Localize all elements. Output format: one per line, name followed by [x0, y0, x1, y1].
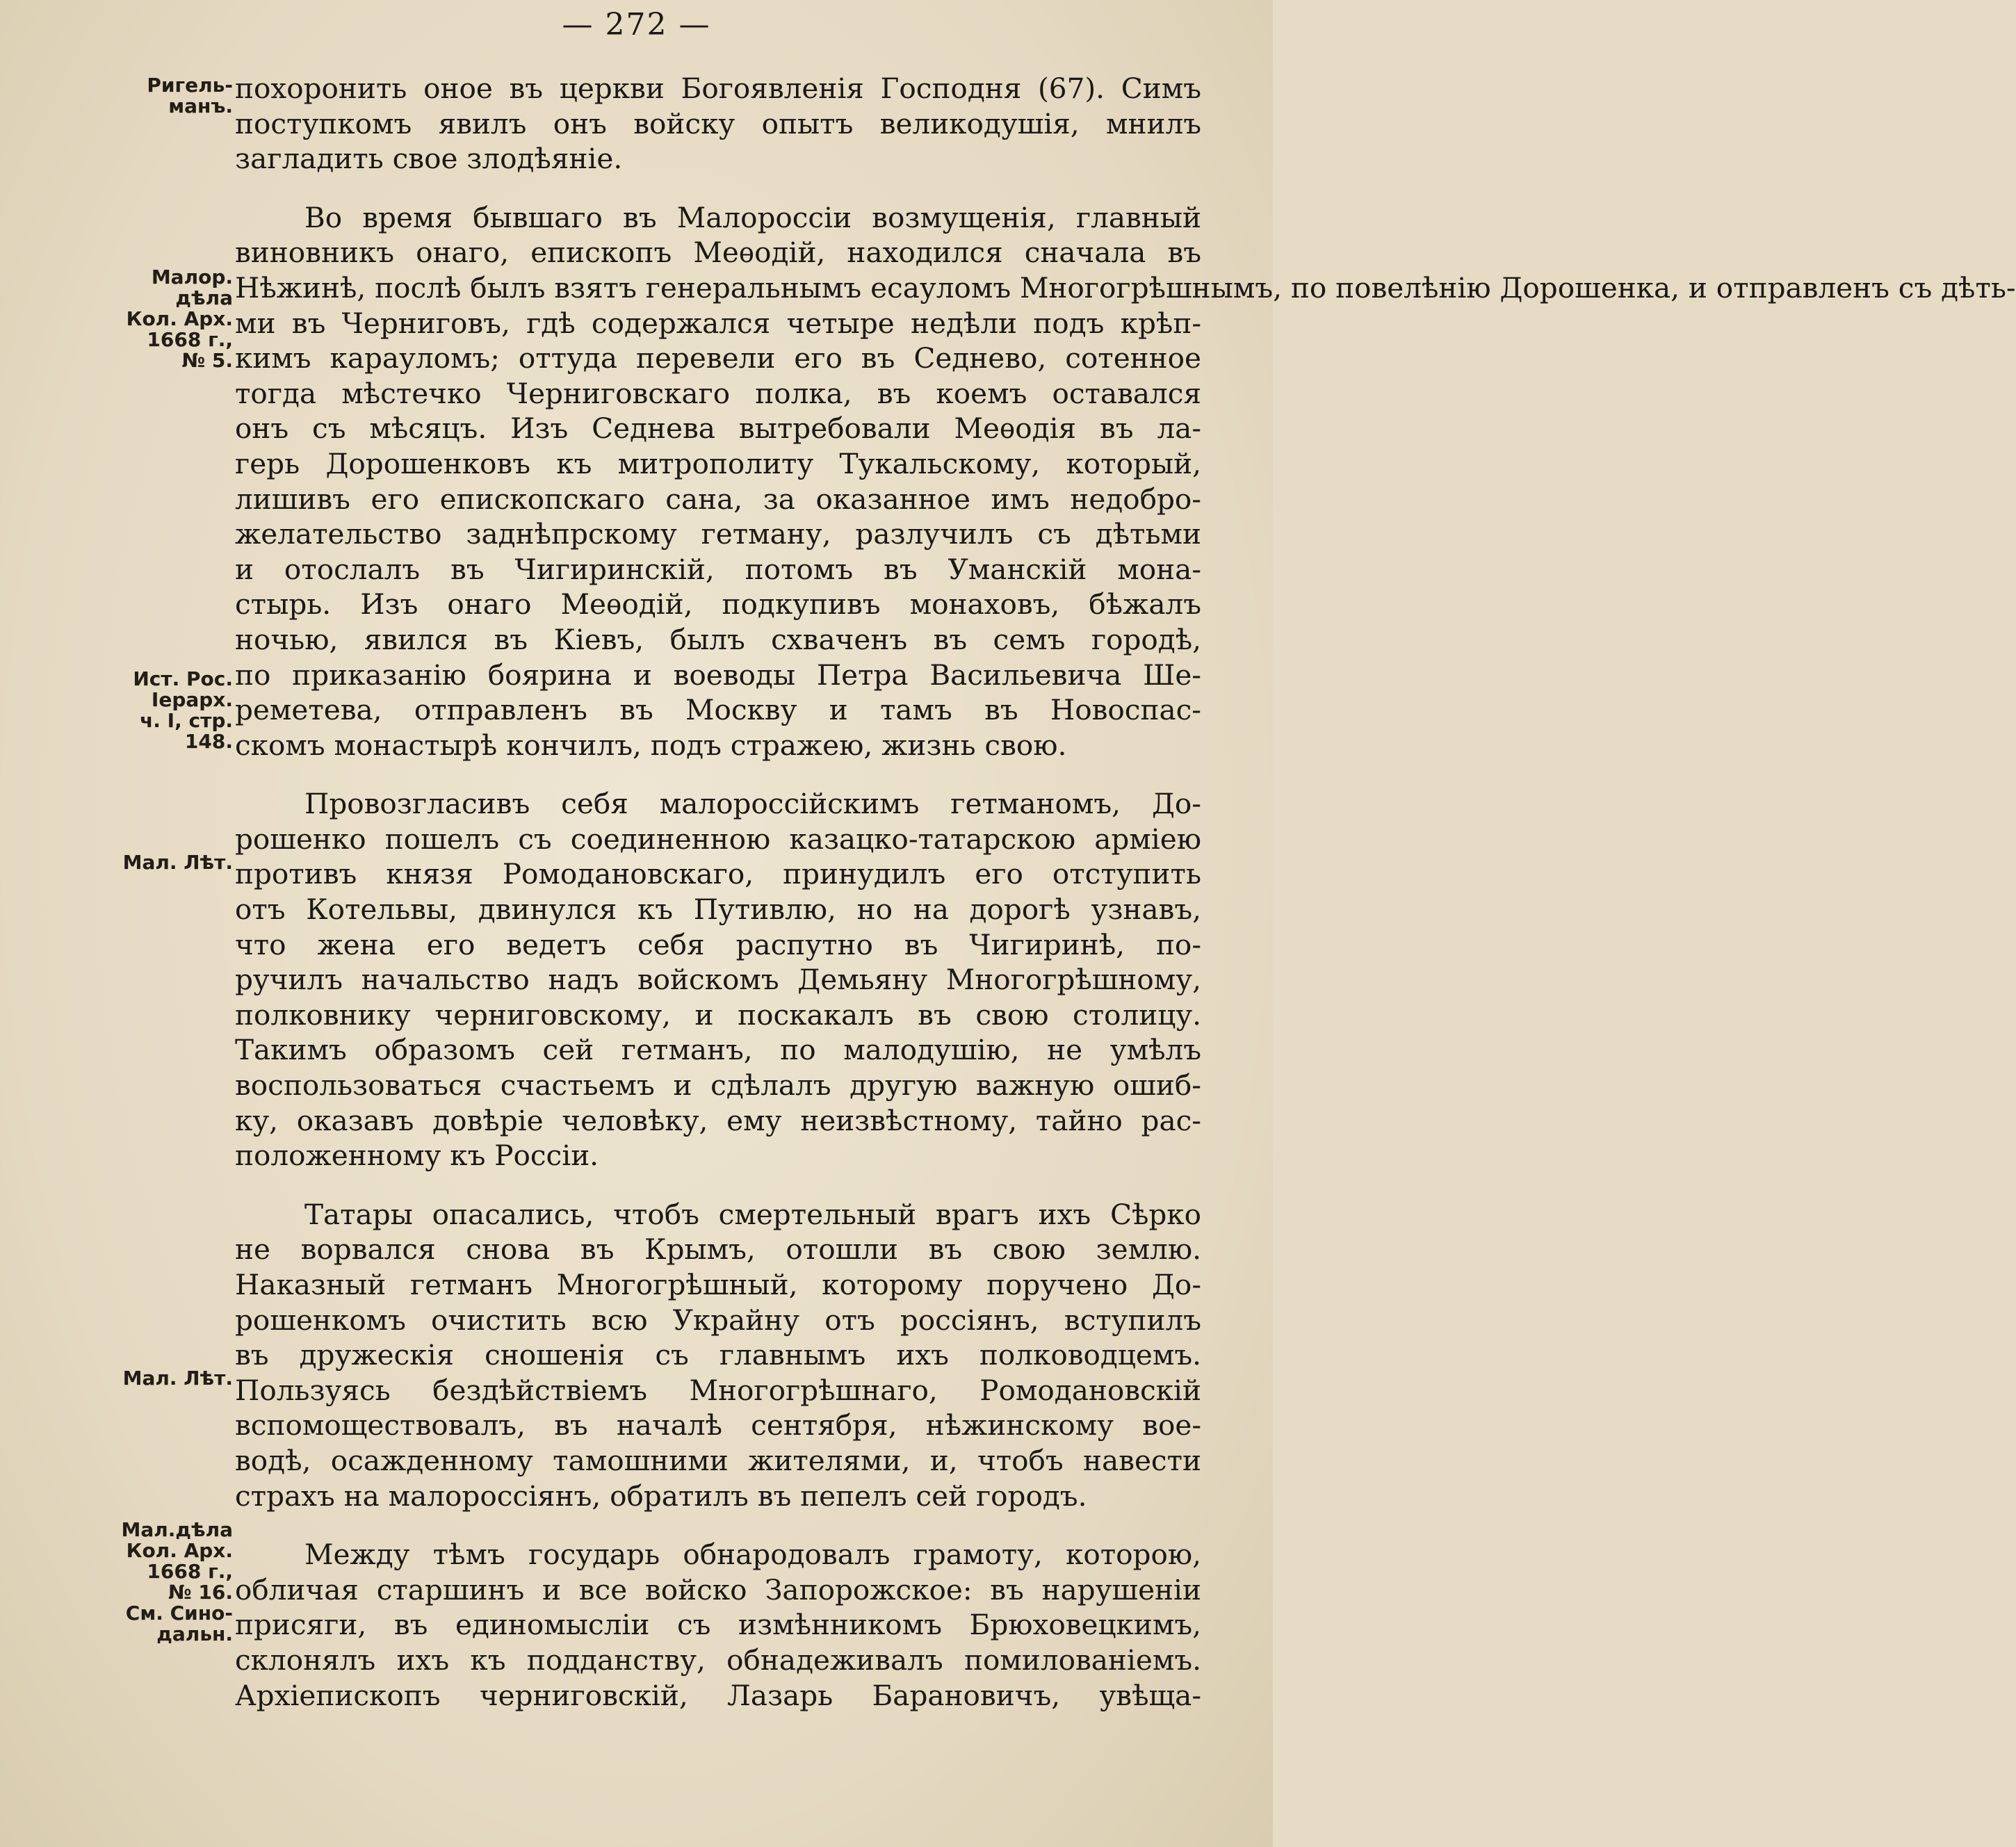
paragraph-gap [235, 1513, 1201, 1537]
margin-note-line: Мал. Лѣт. [122, 1367, 233, 1390]
text-line: загладить свое злодѣяніе. [235, 142, 623, 176]
margin-note-line: 1668 г., [147, 1560, 233, 1583]
margin-note-line: Малор. [151, 266, 233, 288]
text-line: лишивъ его епископскаго сана, за оказанное имъ недобро- [235, 482, 1201, 516]
text-line: Такимъ образомъ сей гетманъ, по малодушію, не умѣлъ [235, 1033, 1201, 1067]
text-line: скомъ монастырѣ кончилъ, подъ стражею, жизнь свою. [235, 728, 1067, 762]
margin-note-line: дѣла [175, 286, 233, 309]
margin-note-line: Кол. Арх. [126, 1539, 233, 1562]
paragraph [235, 71, 1201, 177]
text-line: водѣ, осажденному тамошними жителями, и, чтобъ навести [235, 1443, 1201, 1477]
margin-note-mal-let-2 [97, 1368, 233, 1389]
text-line: похоронить оное въ церкви Богоявленія Господня (67). Симъ [235, 72, 1201, 105]
text-line: по приказанію боярина и воеводы Петра Васильевича Ше- [235, 658, 1201, 692]
text-line: страхъ на малороссіянъ, обратилъ въ пепелъ сей городъ. [235, 1479, 1087, 1513]
paragraph-gap [235, 763, 1201, 786]
page-number: — 272 — [562, 7, 711, 42]
text-line: желательство заднѣпрскому гетману, разлучилъ съ дѣтьми [235, 517, 1201, 551]
paragraph-gap [235, 177, 1201, 200]
text-line: противъ князя Ромодановскаго, принудилъ его отступить [235, 857, 1201, 891]
text-line: ручилъ начальство надъ войскомъ Демьяну Многогрѣшному, [235, 963, 1201, 997]
margin-note-line: дальн. [156, 1622, 233, 1645]
margin-note-line: 148. [184, 730, 233, 753]
margin-note-line: Іерарх. [151, 688, 233, 711]
text-line: и отослалъ въ Чигиринскій, потомъ въ Уманскій мона- [235, 552, 1201, 586]
text-line: рошенко пошелъ съ соединенною казацко-татарскою арміею [235, 822, 1201, 856]
paragraph [235, 1537, 1201, 1713]
paragraph [235, 1197, 1201, 1513]
text-line: герь Дорошенковъ къ митрополиту Тукальскому, который, [235, 446, 1201, 480]
margin-note-line: ч. I, стр. [140, 709, 233, 732]
margin-note-line: 1668 г., [147, 328, 233, 351]
text-line: реметева, отправленъ въ Москву и тамъ въ Новоспас- [235, 693, 1201, 727]
text-line: положенному къ Россіи. [235, 1139, 599, 1173]
margin-note-line: Ист. Рос. [133, 667, 233, 690]
text-line: ночью, явился въ Кіевъ, былъ схваченъ въ семъ городѣ, [235, 622, 1201, 656]
text-line: стырь. Изъ онаго Меѳодій, подкупивъ монаховъ, бѣжалъ [235, 587, 1201, 621]
paragraph-gap [235, 1173, 1201, 1197]
margin-note-mal-let-1 [97, 852, 233, 873]
margin-note-mal-dela-2 [97, 1520, 233, 1645]
margin-note-line: Ригель- [147, 74, 233, 97]
text-line: отъ Котельвы, двинулся къ Путивлю, но на дорогѣ узнавъ, [235, 893, 1201, 927]
text-line: виновникъ онаго, епископъ Меѳодій, находился сначала въ [235, 236, 1201, 270]
text-line: кимъ карауломъ; оттуда перевели его въ Седнево, сотенное [235, 341, 1201, 375]
margin-note-line: № 5. [181, 349, 233, 372]
margin-note-line: Кол. Арх. [126, 307, 233, 330]
text-line: Пользуясь бездѣйствіемъ Многогрѣшнаго, Ромодановскій [235, 1373, 1201, 1407]
body-text [235, 71, 2016, 1713]
text-line: поступкомъ явилъ онъ войску опытъ великодушія, мнилъ [235, 106, 1201, 140]
text-line: что жена его ведетъ себя распутно въ Чигиринѣ, по- [235, 927, 1201, 961]
text-line: Провозгласивъ себя малороссійскимъ гетманомъ, До- [304, 787, 1201, 821]
text-line: Наказный гетманъ Многогрѣшный, которому поручено До- [235, 1268, 1201, 1301]
margin-note-line: Мал.дѣла [121, 1518, 233, 1541]
margin-note-line: Мал. Лѣт. [122, 851, 233, 874]
text-line: Во время бывшаго въ Малороссіи возмущенія, главный [304, 200, 1201, 234]
text-line: ку, оказавъ довѣріе человѣку, ему неизвѣстному, тайно рас- [235, 1103, 1201, 1137]
text-line: присяги, въ единомысліи съ измѣнникомъ Брюховецкимъ, [235, 1608, 1201, 1642]
text-line: вспомоществовалъ, въ началѣ сентября, нѣжинскому вое- [235, 1408, 1201, 1442]
text-line: тогда мѣстечко Черниговскаго полка, въ коемъ оставался [235, 376, 1201, 410]
text-line: обличая старшинъ и все войско Запорожское: въ нарушеніи [235, 1572, 1201, 1606]
margin-note-rigelman [97, 75, 233, 117]
text-line: онъ съ мѣсяцъ. Изъ Седнева вытребовали Меѳодія въ ла- [235, 412, 1201, 446]
text-line: полковнику черниговскому, и поскакалъ въ свою столицу. [235, 998, 1201, 1032]
text-line: не ворвался снова въ Крымъ, отошли въ свою землю. [235, 1232, 1201, 1267]
text-line: склонялъ ихъ къ подданству, обнадеживалъ помилованіемъ. [235, 1643, 1201, 1677]
margin-note-malor-dela [97, 267, 233, 371]
margin-note-line: № 16. [168, 1581, 233, 1604]
text-line: воспользоваться счастьемъ и сдѣлалъ другую важную ошиб- [235, 1068, 1201, 1102]
text-line: Татары опасались, чтобъ смертельный врагъ ихъ Сѣрко [304, 1197, 1201, 1231]
text-line: Архіепископъ черниговскій, Лазарь Барановичъ, увѣща- [235, 1678, 1201, 1712]
text-line: въ дружескія сношенія съ главнымъ ихъ полководцемъ. [235, 1338, 1201, 1372]
margin-note-line: См. Сино- [125, 1602, 233, 1625]
paragraph [235, 200, 2016, 763]
text-line: Между тѣмъ государь обнародовалъ грамоту, которою, [304, 1538, 1201, 1572]
text-line: Нѣжинѣ, послѣ былъ взятъ генеральнымъ есауломъ Многогрѣшнымъ, по повелѣнію Дорошенка, и отправленъ съ дѣть- [235, 270, 2016, 304]
margin-note-line: манъ. [168, 95, 233, 117]
margin-note-ist-ros [97, 669, 233, 752]
text-line: рошенкомъ очистить всю Украйну отъ россіянъ, вступилъ [235, 1303, 1201, 1337]
paragraph [235, 786, 1201, 1173]
text-line: ми въ Черниговъ, гдѣ содержался четыре недѣли подъ крѣп- [235, 306, 1201, 340]
